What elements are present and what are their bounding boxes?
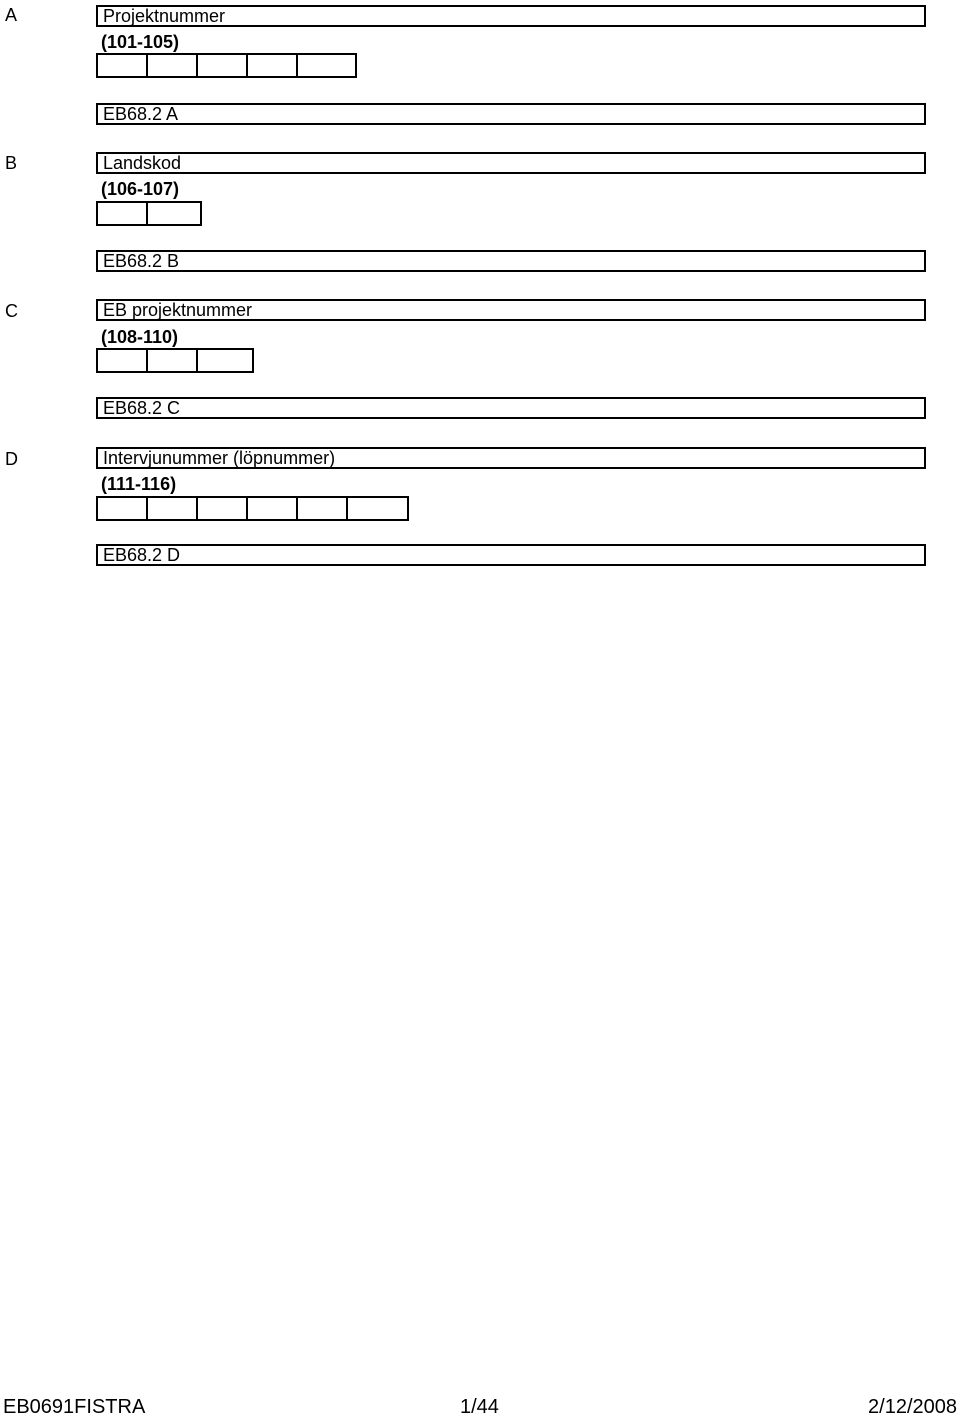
entry-box[interactable]	[148, 350, 198, 371]
variable-code-bar: EB68.2 C	[96, 397, 926, 419]
question-label-bar: Intervjunummer (löpnummer)	[96, 447, 926, 469]
variable-code-bar: EB68.2 B	[96, 250, 926, 272]
variable-code-bar: EB68.2 D	[96, 544, 926, 566]
section-letter: A	[5, 5, 18, 25]
question-label-bar: Landskod	[96, 152, 926, 174]
entry-box[interactable]	[98, 498, 148, 519]
entry-box[interactable]	[198, 350, 248, 371]
entry-box[interactable]	[298, 55, 348, 76]
entry-box[interactable]	[98, 203, 148, 224]
question-label-bar: EB projektnummer	[96, 299, 926, 321]
page-number: 1/44	[460, 1396, 499, 1418]
entry-box[interactable]	[98, 55, 148, 76]
entry-box[interactable]	[198, 55, 248, 76]
entry-box[interactable]	[248, 498, 298, 519]
entry-boxes[interactable]	[96, 348, 254, 373]
question-label-bar: Projektnummer	[96, 5, 926, 27]
entry-box[interactable]	[148, 498, 198, 519]
entry-boxes[interactable]	[96, 201, 202, 226]
entry-box[interactable]	[298, 498, 348, 519]
column-range: (108-110)	[101, 327, 179, 347]
variable-code-bar: EB68.2 A	[96, 103, 926, 125]
entry-box[interactable]	[198, 498, 248, 519]
entry-box[interactable]	[248, 55, 298, 76]
section-letter: C	[5, 301, 18, 321]
document-date: 2/12/2008	[868, 1396, 957, 1418]
section-letter: B	[5, 153, 18, 173]
entry-box[interactable]	[148, 203, 198, 224]
column-range: (101-105)	[101, 32, 180, 52]
entry-box[interactable]	[98, 350, 148, 371]
entry-box[interactable]	[348, 498, 398, 519]
column-range: (111-116)	[101, 474, 177, 494]
entry-boxes[interactable]	[96, 53, 357, 78]
document-id: EB0691FISTRA	[3, 1396, 146, 1418]
section-letter: D	[5, 449, 18, 469]
entry-boxes[interactable]	[96, 496, 409, 521]
column-range: (106-107)	[101, 179, 180, 199]
entry-box[interactable]	[148, 55, 198, 76]
